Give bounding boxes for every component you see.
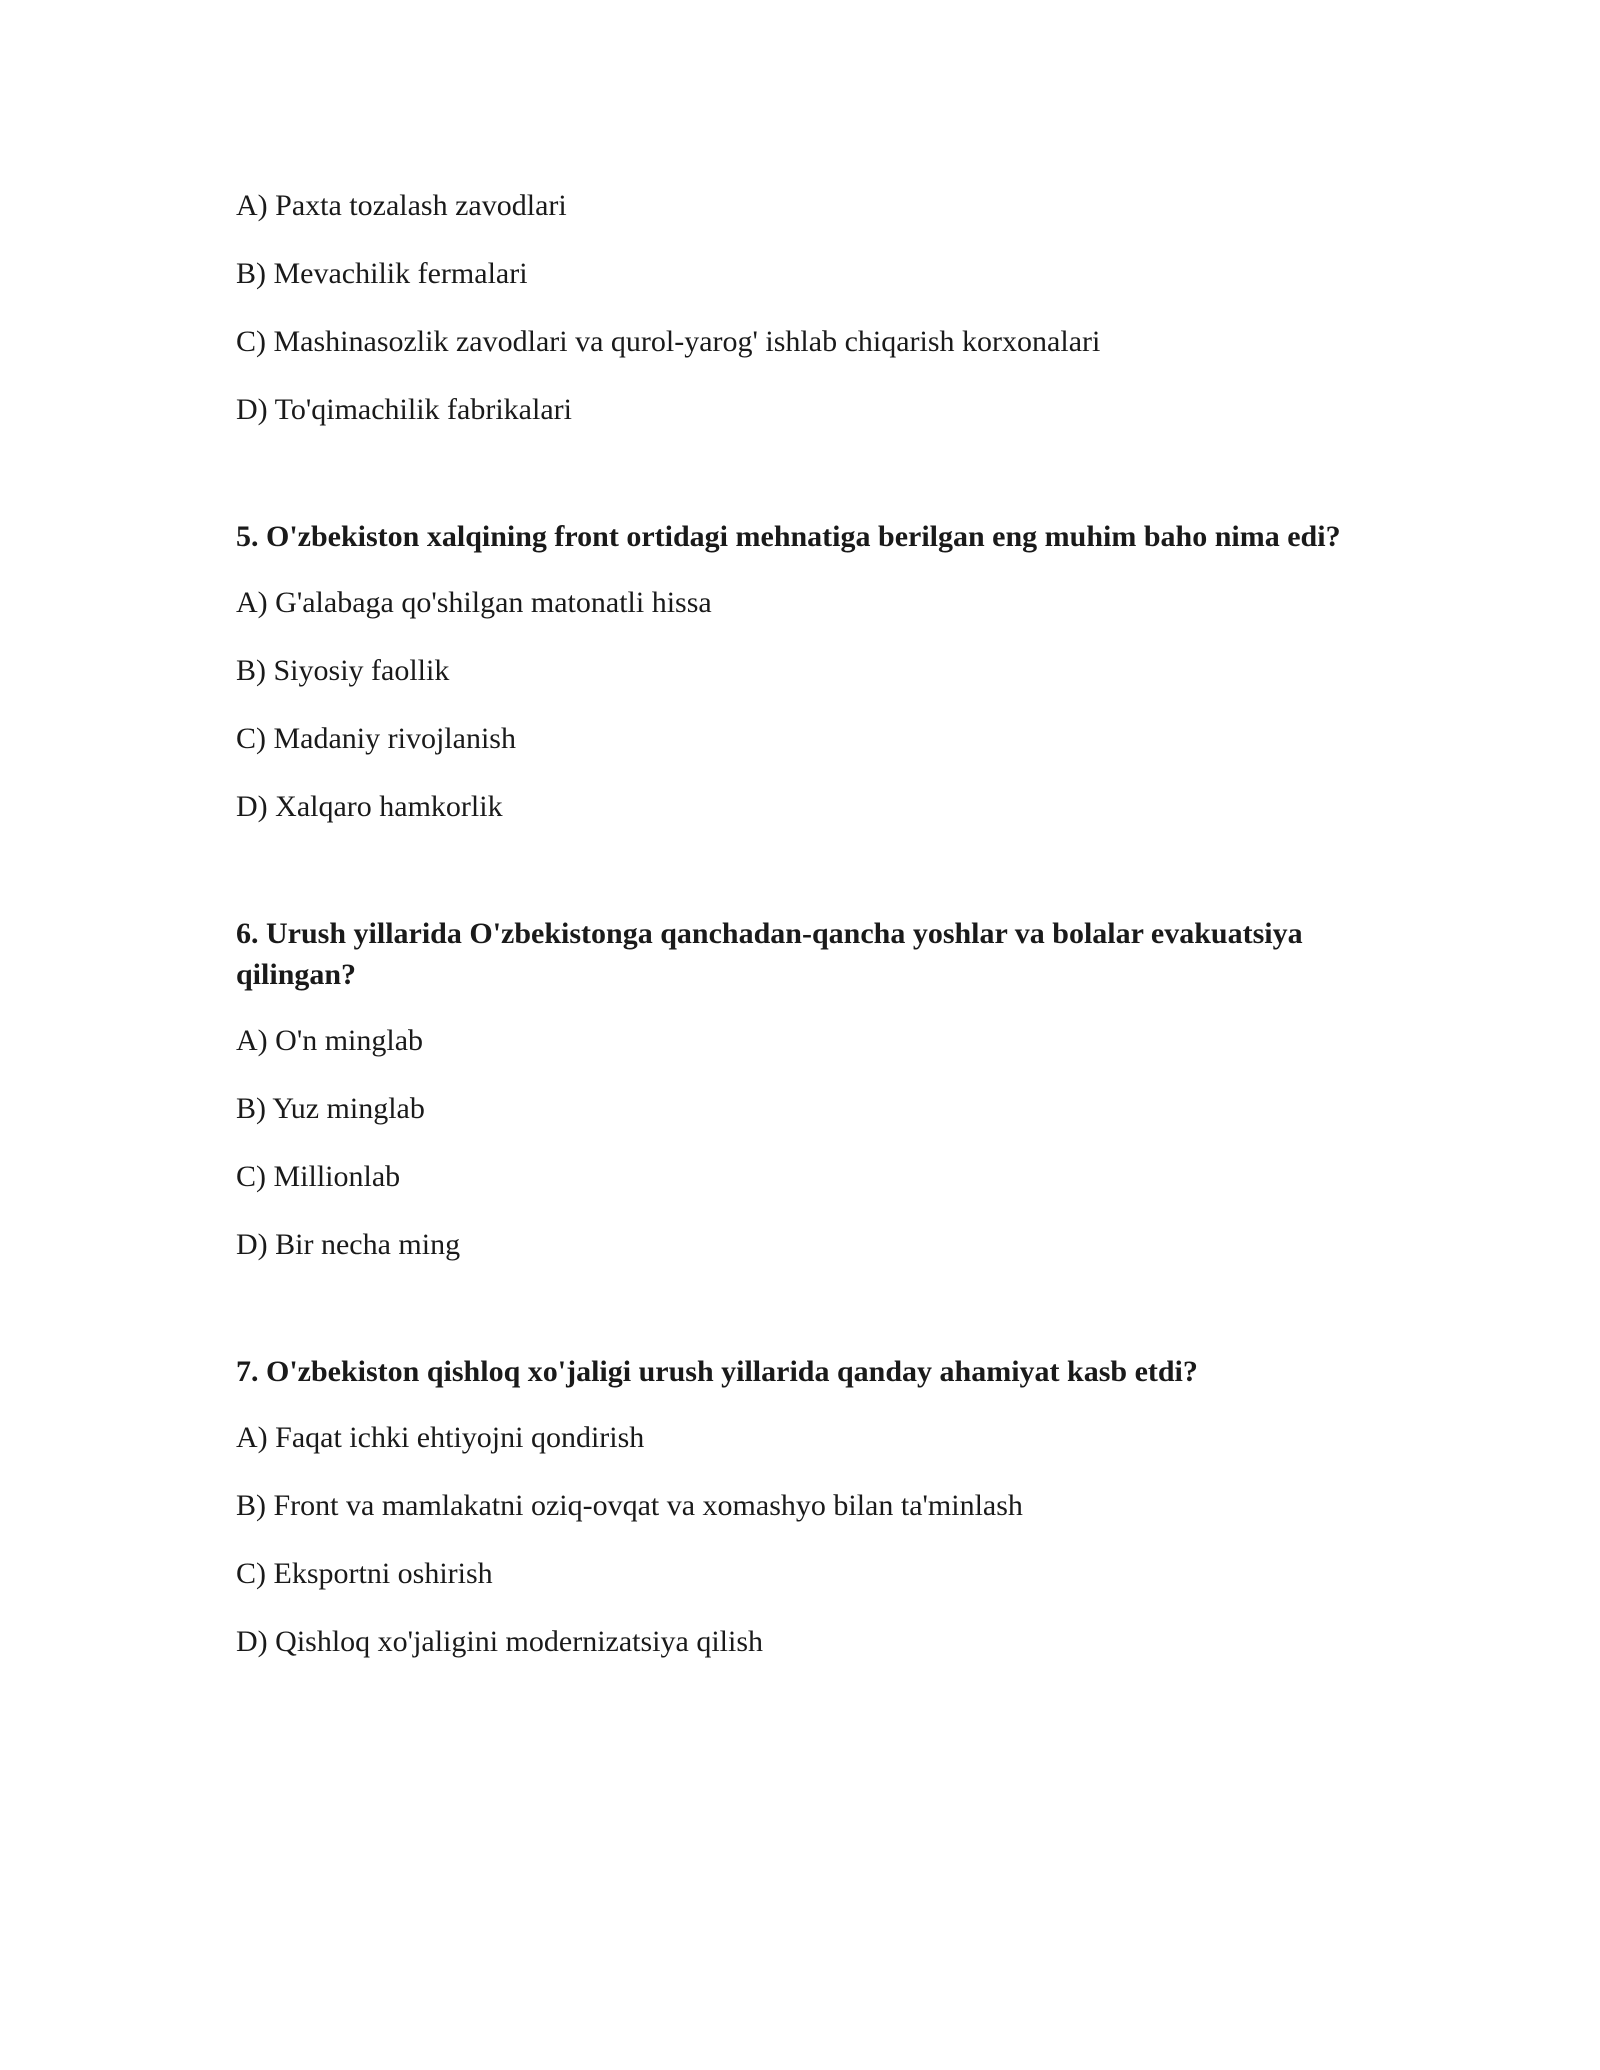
quiz-content <box>236 186 1376 1690</box>
question-5 <box>236 516 1376 827</box>
question-6 <box>236 913 1376 1265</box>
option-c: C) Madaniy rivojlanish <box>236 722 516 755</box>
option-a: A) Paxta tozalash zavodlari <box>236 189 567 222</box>
option-a: A) O'n minglab <box>236 1024 424 1057</box>
option-b: B) Siyosiy faollik <box>236 654 450 687</box>
question-text: 7. O'zbekiston qishloq xo'jaligi urush yillarida qanday ahamiyat kasb etdi? <box>236 1355 1198 1388</box>
option-a: A) Faqat ichki ehtiyojni qondirish <box>236 1421 645 1454</box>
option-c: C) Mashinasozlik zavodlari va qurol-yarog' ishlab chiqarish korxonalari <box>236 325 1101 358</box>
question-4-options <box>236 186 1376 430</box>
option-d: D) Qishloq xo'jaligini modernizatsiya qilish <box>236 1625 764 1658</box>
question-7 <box>236 1351 1376 1662</box>
option-b: B) Yuz minglab <box>236 1092 425 1125</box>
option-d: D) Bir necha ming <box>236 1228 461 1261</box>
option-d: D) Xalqaro hamkorlik <box>236 790 503 823</box>
option-c: C) Millionlab <box>236 1160 401 1193</box>
option-c: C) Eksportni oshirish <box>236 1557 493 1590</box>
option-b: B) Mevachilik fermalari <box>236 257 528 290</box>
option-d: D) To'qimachilik fabrikalari <box>236 393 572 426</box>
option-a: A) G'alabaga qo'shilgan matonatli hissa <box>236 586 712 619</box>
option-b: B) Front va mamlakatni oziq-ovqat va xomashyo bilan ta'minlash <box>236 1489 1023 1522</box>
question-text: 6. Urush yillarida O'zbekistonga qanchadan-qancha yoshlar va bolalar evakuatsiya qilingan? <box>236 917 1303 991</box>
question-text: 5. O'zbekiston xalqining front ortidagi mehnatiga berilgan eng muhim baho nima edi? <box>236 520 1341 553</box>
